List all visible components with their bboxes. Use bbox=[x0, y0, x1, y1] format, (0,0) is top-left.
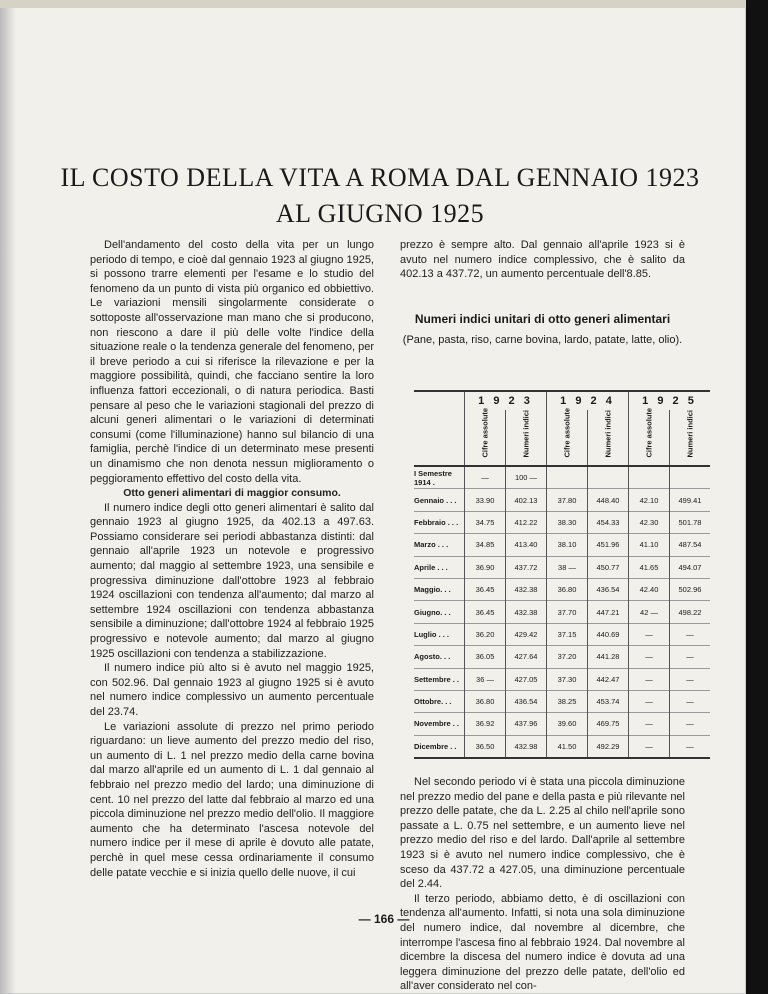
table-row bbox=[414, 623, 710, 645]
paragraph: Il numero indice più alto si è avuto nel maggio 1925, con 502.96. Dal gennaio 1923 al giugno 1925 si è avuto nel numero indice complessivo un aumento percentuale del 23.74. bbox=[90, 662, 374, 718]
table-cell: 448.40 bbox=[588, 489, 629, 511]
table-cell: 501.78 bbox=[670, 511, 711, 533]
article-title bbox=[60, 160, 700, 232]
table-cell: 36.80 bbox=[465, 690, 506, 712]
table-cell: 36.90 bbox=[465, 556, 506, 578]
paragraph: Dell'andamento del costo della vita per un lungo periodo di tempo, e cioè dal gennaio 1923 al giugno 1925, si possono trarre elementi per l'esame e lo studio del fenomeno da un punto di vista più organico ed obbiettivo. Le variazioni mensili singolarmente considerate o sottoposte all'osservazione man mano che si producono, non riescono a dare il più delle volte l'indice della situazione reale o la tendenza generale del fenomeno, per il breve periodo a cui si riferisce la rilevazione e per la maggiore possibilità, quindi, che facciano sentire la loro influenza fattori eccezionali, o di natura periodica. Basti pensare al peso che le variazioni stagionali del prezzo di alcuni generi alimentari o le variazioni di determinati consumi (come l'illuminazione) hanno sul bilancio di una famiglia, perchè l'indice di un determinato mese presenti un dinamismo che non denota nessun miglioramento o peggioramento effettivo del costo della vita. bbox=[90, 239, 374, 485]
column-header: Cifre assolute bbox=[629, 410, 670, 466]
row-label: I Semestre 1914 . bbox=[414, 466, 465, 489]
table-cell: 432.38 bbox=[506, 601, 547, 623]
row-label: Gennaio . . . bbox=[414, 489, 465, 511]
table-body bbox=[414, 466, 710, 758]
table-row bbox=[414, 466, 710, 489]
table-cell: 451.96 bbox=[588, 534, 629, 556]
table-cell: 37.70 bbox=[547, 601, 588, 623]
row-label: Marzo . . . bbox=[414, 534, 465, 556]
table-cell: 436.54 bbox=[588, 578, 629, 600]
table-row bbox=[414, 534, 710, 556]
row-label: Maggio. . . bbox=[414, 578, 465, 600]
table-cell: 34.85 bbox=[465, 534, 506, 556]
table-cell bbox=[547, 466, 588, 489]
table-cell: 413.40 bbox=[506, 534, 547, 556]
table-cell: — bbox=[629, 713, 670, 735]
paragraph: Il numero indice degli otto generi alimentari è salito dal gennaio 1923 al giugno 1925, da 402.13 a 497.63. Possiamo considerare sei periodi abbastanza distinti: dal gennaio all'aprile 1923 un notevole e progressivo aumento; dal maggio al settembre 1923, una sensibile e progressiva diminuzione dall'ottobre 1923 al febbraio 1924 oscillazioni con tendenza all'aumento; dal marzo al settembre 1924 oscillazioni con tendenza abbastanza sensibile a diminuzione; dall'ottobre 1924 al febbraio 1925 progressivo e notevole aumento; dal marzo al giugno 1925 oscillazioni con tendenza a stabilizzazione. bbox=[90, 501, 374, 660]
table-cell: 37.15 bbox=[547, 623, 588, 645]
table-cell: — bbox=[670, 690, 711, 712]
table-cell: 42.10 bbox=[629, 489, 670, 511]
table-cell: 440.69 bbox=[588, 623, 629, 645]
table-cell: — bbox=[629, 668, 670, 690]
table-cell: 36.92 bbox=[465, 713, 506, 735]
table-cell: 42.30 bbox=[629, 511, 670, 533]
table-cell: 37.80 bbox=[547, 489, 588, 511]
table-cell: 450.77 bbox=[588, 556, 629, 578]
table-cell: 41.50 bbox=[547, 735, 588, 758]
table-row bbox=[414, 713, 710, 735]
table-column-header-row bbox=[414, 410, 710, 466]
table-row bbox=[414, 556, 710, 578]
table-cell: 38.25 bbox=[547, 690, 588, 712]
year-header-1923: 1 9 2 3 bbox=[465, 391, 547, 410]
table-row bbox=[414, 735, 710, 758]
index-table bbox=[414, 390, 710, 759]
table-cell: — bbox=[670, 713, 711, 735]
table-cell: 441.28 bbox=[588, 646, 629, 668]
table-row bbox=[414, 489, 710, 511]
table-cell: 100 — bbox=[506, 466, 547, 489]
column-header: Numeri indici bbox=[670, 410, 711, 466]
paragraph: prezzo è sempre alto. Dal gennaio all'aprile 1923 si è avuto nel numero indice complessivo, che è salito da 402.13 a 437.72, un aumento percentuale dell'8.85. bbox=[400, 239, 685, 281]
table-cell: 437.72 bbox=[506, 556, 547, 578]
paragraph: Il terzo periodo, abbiamo detto, è di oscillazioni con tendenza all'aumento. Infatti, si nota una sola diminuzione del numero indice, dal novembre al dicembre, che interrompe l'ascesa fino al febbraio 1924. Dal novembre al dicembre la discesa del numero indice è dovuta ad una leggera diminuzione del prezzo delle patate, dell'olio ed all'aver considerato nel con- bbox=[400, 892, 685, 993]
row-label: Novembre . . bbox=[414, 713, 465, 735]
column-header: Numeri indici bbox=[506, 410, 547, 466]
table-cell: 37.20 bbox=[547, 646, 588, 668]
table-cell: 454.33 bbox=[588, 511, 629, 533]
table-cell: 447.21 bbox=[588, 601, 629, 623]
section-subheading: Otto generi alimentari di maggior consumo. bbox=[123, 487, 341, 500]
table-cell: 38.10 bbox=[547, 534, 588, 556]
table-row bbox=[414, 511, 710, 533]
table-cell: 36.50 bbox=[465, 735, 506, 758]
table-cell: — bbox=[670, 646, 711, 668]
table-cell: 436.54 bbox=[506, 690, 547, 712]
table-subtitle: (Pane, pasta, riso, carne bovina, lardo, patate, latte, olio). bbox=[402, 334, 683, 346]
table-cell: 42.40 bbox=[629, 578, 670, 600]
row-label: Aprile . . . bbox=[414, 556, 465, 578]
row-label: Dicembre . . bbox=[414, 735, 465, 758]
row-label: Settembre . . bbox=[414, 668, 465, 690]
table-cell: 39.60 bbox=[547, 713, 588, 735]
page-number: — 166 — bbox=[358, 912, 410, 926]
table-cell: 34.75 bbox=[465, 511, 506, 533]
table-cell bbox=[670, 466, 711, 489]
paragraph: Nel secondo periodo vi è stata una piccola diminuzione nel prezzo medio del pane e della pasta e più rilevante nel prezzo delle patate, che da L. 2.25 al chilo nell'aprile sono passate a L. 0.75 nel settembre, e un aumento lieve nel prezzo medio del riso e del lardo. Dall'aprile al settembre 1923 si è avuto nel numero indice complessivo, che è sceso da 437.72 a 427.05, una diminuzione percentuale del 2.44. bbox=[400, 776, 685, 891]
table-cell: 33.90 bbox=[465, 489, 506, 511]
row-label: Luglio . . . bbox=[414, 623, 465, 645]
table-cell: 36.05 bbox=[465, 646, 506, 668]
table-cell: — bbox=[670, 668, 711, 690]
table-cell: 36.45 bbox=[465, 578, 506, 600]
table-cell: 37.30 bbox=[547, 668, 588, 690]
table-cell: 412.22 bbox=[506, 511, 547, 533]
table-cell: 499.41 bbox=[670, 489, 711, 511]
year-header-1924: 1 9 2 4 bbox=[547, 391, 629, 410]
paragraph: Le variazioni assolute di prezzo nel primo periodo riguardano: un lieve aumento del prezzo medio del riso, un aumento di L. 1 nel prezzo medio della carne bovina dal marzo all'aprile ed un aumento di L. 1 dal gennaio al febbraio nel prezzo medio del lardo; una diminuzione di cent. 10 nel prezzo del latte dal febbraio al marzo ed una piccola diminuzione nel prezzo medio dell'olio. Il maggiore aumento che ha determinato l'ascesa notevole del numero indice per il mese di aprile è dovuto alle patate, perchè in quel mese cessa ordinariamente il consumo delle patate vecchie e si inizia quello delle nuove, il cui bbox=[90, 720, 374, 879]
table-cell bbox=[588, 466, 629, 489]
table-cell bbox=[629, 466, 670, 489]
table-cell: 36.20 bbox=[465, 623, 506, 645]
table-cell: 469.75 bbox=[588, 713, 629, 735]
table-cell: 36.45 bbox=[465, 601, 506, 623]
table-row bbox=[414, 690, 710, 712]
table-cell: 432.38 bbox=[506, 578, 547, 600]
table-row bbox=[414, 646, 710, 668]
page-top-border bbox=[0, 0, 746, 8]
table-cell: 494.07 bbox=[670, 556, 711, 578]
table-cell: 41.10 bbox=[629, 534, 670, 556]
table-cell: 442.47 bbox=[588, 668, 629, 690]
column-header: Numeri indici bbox=[588, 410, 629, 466]
table-row bbox=[414, 578, 710, 600]
table-cell: 38.30 bbox=[547, 511, 588, 533]
table-cell: 36 — bbox=[465, 668, 506, 690]
year-header-1925: 1 9 2 5 bbox=[629, 391, 711, 410]
table-cell: 41.65 bbox=[629, 556, 670, 578]
column-header: Cifre assolute bbox=[465, 410, 506, 466]
right-column-bottom bbox=[400, 775, 685, 994]
table-cell: 402.13 bbox=[506, 489, 547, 511]
table-cell: 492.29 bbox=[588, 735, 629, 758]
row-label: Agosto. . . bbox=[414, 646, 465, 668]
table-cell: 36.80 bbox=[547, 578, 588, 600]
table-cell: 38 — bbox=[547, 556, 588, 578]
row-label: Febbraio . . . bbox=[414, 511, 465, 533]
scan-edge bbox=[746, 0, 768, 994]
table-cell: — bbox=[629, 623, 670, 645]
row-label: Giugno. . . bbox=[414, 601, 465, 623]
left-column bbox=[90, 238, 374, 880]
article-title-text: IL COSTO DELLA VITA A ROMA DAL GENNAIO 1923 AL GIUGNO 1925 bbox=[60, 163, 700, 228]
table-cell: — bbox=[629, 735, 670, 758]
table-row bbox=[414, 601, 710, 623]
table-cell: 427.05 bbox=[506, 668, 547, 690]
table-cell: 427.64 bbox=[506, 646, 547, 668]
table-row bbox=[414, 668, 710, 690]
table-cell: 432.98 bbox=[506, 735, 547, 758]
table-cell: 453.74 bbox=[588, 690, 629, 712]
table-cell: — bbox=[670, 623, 711, 645]
table-cell: — bbox=[465, 466, 506, 489]
table-title: Numeri indici unitari di otto generi alimentari bbox=[414, 312, 671, 326]
table-cell: — bbox=[629, 690, 670, 712]
table-cell: 429.42 bbox=[506, 623, 547, 645]
table-cell: — bbox=[629, 646, 670, 668]
right-column-top bbox=[400, 238, 685, 282]
table-cell: 502.96 bbox=[670, 578, 711, 600]
table-cell: 498.22 bbox=[670, 601, 711, 623]
table-cell: 487.54 bbox=[670, 534, 711, 556]
table-cell: 42 — bbox=[629, 601, 670, 623]
row-label: Ottobre. . . bbox=[414, 690, 465, 712]
table-cell: 437.96 bbox=[506, 713, 547, 735]
column-header: Cifre assolute bbox=[547, 410, 588, 466]
table-cell: — bbox=[670, 735, 711, 758]
